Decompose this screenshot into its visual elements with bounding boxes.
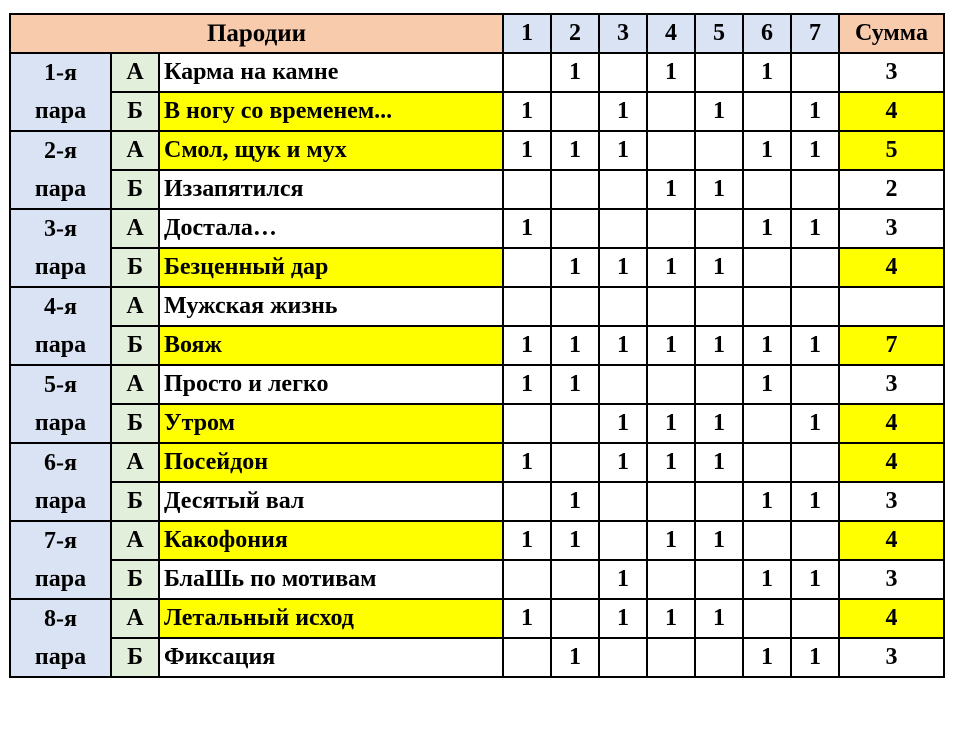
vote-cell-7: [791, 248, 839, 287]
vote-cell-7: 1: [791, 209, 839, 248]
pair-number-cell: 7-я: [10, 521, 111, 560]
sum-cell: 3: [839, 209, 944, 248]
column-header-3: 3: [599, 14, 647, 53]
pair-word-cell: пара: [10, 92, 111, 131]
vote-cell-1: 1: [503, 131, 551, 170]
vote-cell-2: 1: [551, 482, 599, 521]
table-row: [10, 638, 944, 677]
vote-cell-3: 1: [599, 248, 647, 287]
vote-cell-6: 1: [743, 131, 791, 170]
vote-cell-1: [503, 287, 551, 326]
vote-cell-2: [551, 287, 599, 326]
table-row: [10, 599, 944, 638]
vote-cell-1: [503, 482, 551, 521]
vote-cell-4: [647, 92, 695, 131]
vote-cell-5: 1: [695, 248, 743, 287]
parody-name-cell: Какофония: [159, 521, 503, 560]
vote-cell-1: [503, 170, 551, 209]
table-row: [10, 248, 944, 287]
vote-cell-4: [647, 482, 695, 521]
vote-cell-7: [791, 170, 839, 209]
pair-word-cell: пара: [10, 248, 111, 287]
vote-cell-5: [695, 365, 743, 404]
variant-letter-cell: Б: [111, 560, 159, 599]
vote-cell-5: 1: [695, 92, 743, 131]
sum-column-header: Сумма: [839, 14, 944, 53]
sum-cell: 4: [839, 92, 944, 131]
vote-cell-6: 1: [743, 209, 791, 248]
variant-letter-cell: Б: [111, 326, 159, 365]
vote-cell-7: [791, 599, 839, 638]
variant-letter-cell: А: [111, 287, 159, 326]
vote-cell-3: 1: [599, 599, 647, 638]
sum-cell: 4: [839, 248, 944, 287]
variant-letter-cell: А: [111, 443, 159, 482]
vote-cell-3: [599, 638, 647, 677]
pair-word-cell: пара: [10, 326, 111, 365]
column-header-6: 6: [743, 14, 791, 53]
vote-cell-1: 1: [503, 599, 551, 638]
parody-name-cell: Просто и легко: [159, 365, 503, 404]
vote-cell-1: 1: [503, 521, 551, 560]
vote-cell-1: [503, 560, 551, 599]
vote-cell-7: 1: [791, 404, 839, 443]
vote-cell-4: 1: [647, 521, 695, 560]
vote-cell-1: [503, 404, 551, 443]
table-row: [10, 443, 944, 482]
parody-name-cell: Мужская жизнь: [159, 287, 503, 326]
parody-score-table: [9, 13, 945, 678]
vote-cell-7: 1: [791, 131, 839, 170]
sum-cell: 2: [839, 170, 944, 209]
sum-cell: 3: [839, 638, 944, 677]
variant-letter-cell: А: [111, 53, 159, 92]
vote-cell-2: [551, 443, 599, 482]
variant-letter-cell: Б: [111, 482, 159, 521]
vote-cell-3: [599, 53, 647, 92]
vote-cell-3: [599, 365, 647, 404]
vote-cell-7: 1: [791, 560, 839, 599]
vote-cell-2: 1: [551, 248, 599, 287]
vote-cell-2: [551, 560, 599, 599]
sum-cell: 4: [839, 521, 944, 560]
header-row: [10, 14, 944, 53]
variant-letter-cell: А: [111, 209, 159, 248]
sum-cell: 4: [839, 404, 944, 443]
vote-cell-3: 1: [599, 560, 647, 599]
vote-cell-4: [647, 209, 695, 248]
vote-cell-4: 1: [647, 599, 695, 638]
sum-cell: 4: [839, 599, 944, 638]
vote-cell-2: 1: [551, 521, 599, 560]
vote-cell-4: [647, 365, 695, 404]
column-header-2: 2: [551, 14, 599, 53]
vote-cell-6: 1: [743, 53, 791, 92]
vote-cell-7: [791, 521, 839, 560]
table-row: [10, 209, 944, 248]
column-header-1: 1: [503, 14, 551, 53]
vote-cell-3: [599, 521, 647, 560]
pair-word-cell: пара: [10, 482, 111, 521]
vote-cell-2: 1: [551, 326, 599, 365]
pair-word-cell: пара: [10, 170, 111, 209]
vote-cell-3: [599, 482, 647, 521]
vote-cell-3: [599, 287, 647, 326]
vote-cell-4: [647, 131, 695, 170]
variant-letter-cell: А: [111, 599, 159, 638]
vote-cell-5: 1: [695, 326, 743, 365]
vote-cell-2: [551, 92, 599, 131]
vote-cell-1: [503, 638, 551, 677]
vote-cell-6: [743, 599, 791, 638]
parody-name-cell: Вояж: [159, 326, 503, 365]
variant-letter-cell: Б: [111, 404, 159, 443]
variant-letter-cell: Б: [111, 638, 159, 677]
vote-cell-6: 1: [743, 365, 791, 404]
vote-cell-7: [791, 53, 839, 92]
vote-cell-5: 1: [695, 521, 743, 560]
vote-cell-7: 1: [791, 482, 839, 521]
table-row: [10, 326, 944, 365]
vote-cell-1: 1: [503, 443, 551, 482]
vote-cell-2: 1: [551, 131, 599, 170]
variant-letter-cell: Б: [111, 248, 159, 287]
vote-cell-6: [743, 287, 791, 326]
vote-cell-1: 1: [503, 209, 551, 248]
vote-cell-3: [599, 209, 647, 248]
table-body: [10, 53, 944, 677]
vote-cell-3: 1: [599, 326, 647, 365]
vote-cell-2: [551, 599, 599, 638]
parody-name-cell: Утром: [159, 404, 503, 443]
variant-letter-cell: А: [111, 365, 159, 404]
parody-name-cell: Посейдон: [159, 443, 503, 482]
pair-number-cell: 4-я: [10, 287, 111, 326]
table-row: [10, 560, 944, 599]
table-row: [10, 53, 944, 92]
vote-cell-4: [647, 287, 695, 326]
pair-word-cell: пара: [10, 638, 111, 677]
sum-cell: 4: [839, 443, 944, 482]
vote-cell-2: 1: [551, 638, 599, 677]
vote-cell-2: [551, 404, 599, 443]
parody-name-cell: Десятый вал: [159, 482, 503, 521]
vote-cell-7: 1: [791, 638, 839, 677]
vote-cell-7: [791, 443, 839, 482]
sum-cell: 5: [839, 131, 944, 170]
vote-cell-3: 1: [599, 92, 647, 131]
vote-cell-4: 1: [647, 326, 695, 365]
table-row: [10, 131, 944, 170]
sum-cell: [839, 287, 944, 326]
table-row: [10, 92, 944, 131]
vote-cell-5: 1: [695, 443, 743, 482]
vote-cell-1: 1: [503, 365, 551, 404]
vote-cell-5: [695, 209, 743, 248]
vote-cell-3: 1: [599, 131, 647, 170]
table-row: [10, 170, 944, 209]
vote-cell-4: [647, 560, 695, 599]
vote-cell-6: 1: [743, 638, 791, 677]
vote-cell-1: 1: [503, 92, 551, 131]
vote-cell-6: [743, 521, 791, 560]
vote-cell-1: [503, 53, 551, 92]
vote-cell-5: [695, 53, 743, 92]
table-row: [10, 365, 944, 404]
vote-cell-5: [695, 638, 743, 677]
variant-letter-cell: А: [111, 521, 159, 560]
sum-cell: 3: [839, 560, 944, 599]
vote-cell-3: [599, 170, 647, 209]
vote-cell-4: 1: [647, 404, 695, 443]
parody-name-cell: В ногу со временем...: [159, 92, 503, 131]
parody-name-cell: Смол, щук и мух: [159, 131, 503, 170]
vote-cell-6: [743, 248, 791, 287]
parody-name-cell: Иззапятился: [159, 170, 503, 209]
vote-cell-6: 1: [743, 560, 791, 599]
vote-cell-6: 1: [743, 482, 791, 521]
column-header-7: 7: [791, 14, 839, 53]
vote-cell-4: [647, 638, 695, 677]
variant-letter-cell: Б: [111, 170, 159, 209]
vote-cell-5: 1: [695, 404, 743, 443]
parody-name-cell: Фиксация: [159, 638, 503, 677]
vote-cell-3: 1: [599, 443, 647, 482]
table-row: [10, 404, 944, 443]
vote-cell-2: [551, 170, 599, 209]
variant-letter-cell: А: [111, 131, 159, 170]
vote-cell-5: [695, 482, 743, 521]
pair-number-cell: 2-я: [10, 131, 111, 170]
column-header-4: 4: [647, 14, 695, 53]
vote-cell-6: 1: [743, 326, 791, 365]
parody-name-cell: Безценный дар: [159, 248, 503, 287]
pair-number-cell: 3-я: [10, 209, 111, 248]
pair-number-cell: 1-я: [10, 53, 111, 92]
pair-number-cell: 8-я: [10, 599, 111, 638]
vote-cell-5: 1: [695, 170, 743, 209]
pair-number-cell: 6-я: [10, 443, 111, 482]
sum-cell: 7: [839, 326, 944, 365]
variant-letter-cell: Б: [111, 92, 159, 131]
vote-cell-7: 1: [791, 326, 839, 365]
vote-cell-2: 1: [551, 53, 599, 92]
vote-cell-2: 1: [551, 365, 599, 404]
vote-cell-7: 1: [791, 92, 839, 131]
vote-cell-4: 1: [647, 170, 695, 209]
vote-cell-7: [791, 365, 839, 404]
pair-word-cell: пара: [10, 560, 111, 599]
table-title: Пародии: [10, 14, 503, 53]
vote-cell-6: [743, 92, 791, 131]
vote-cell-3: 1: [599, 404, 647, 443]
vote-cell-4: 1: [647, 248, 695, 287]
vote-cell-6: [743, 170, 791, 209]
table-row: [10, 287, 944, 326]
table-row: [10, 521, 944, 560]
vote-cell-5: [695, 131, 743, 170]
vote-cell-4: 1: [647, 443, 695, 482]
parody-name-cell: Достала…: [159, 209, 503, 248]
vote-cell-1: [503, 248, 551, 287]
pair-word-cell: пара: [10, 404, 111, 443]
table-row: [10, 482, 944, 521]
column-header-5: 5: [695, 14, 743, 53]
vote-cell-5: [695, 287, 743, 326]
vote-cell-6: [743, 443, 791, 482]
sum-cell: 3: [839, 53, 944, 92]
parody-name-cell: Карма на камне: [159, 53, 503, 92]
vote-cell-5: [695, 560, 743, 599]
vote-cell-4: 1: [647, 53, 695, 92]
vote-cell-1: 1: [503, 326, 551, 365]
vote-cell-7: [791, 287, 839, 326]
sum-cell: 3: [839, 365, 944, 404]
vote-cell-6: [743, 404, 791, 443]
vote-cell-5: 1: [695, 599, 743, 638]
parody-name-cell: БлаШь по мотивам: [159, 560, 503, 599]
parody-name-cell: Летальный исход: [159, 599, 503, 638]
sum-cell: 3: [839, 482, 944, 521]
vote-cell-2: [551, 209, 599, 248]
pair-number-cell: 5-я: [10, 365, 111, 404]
